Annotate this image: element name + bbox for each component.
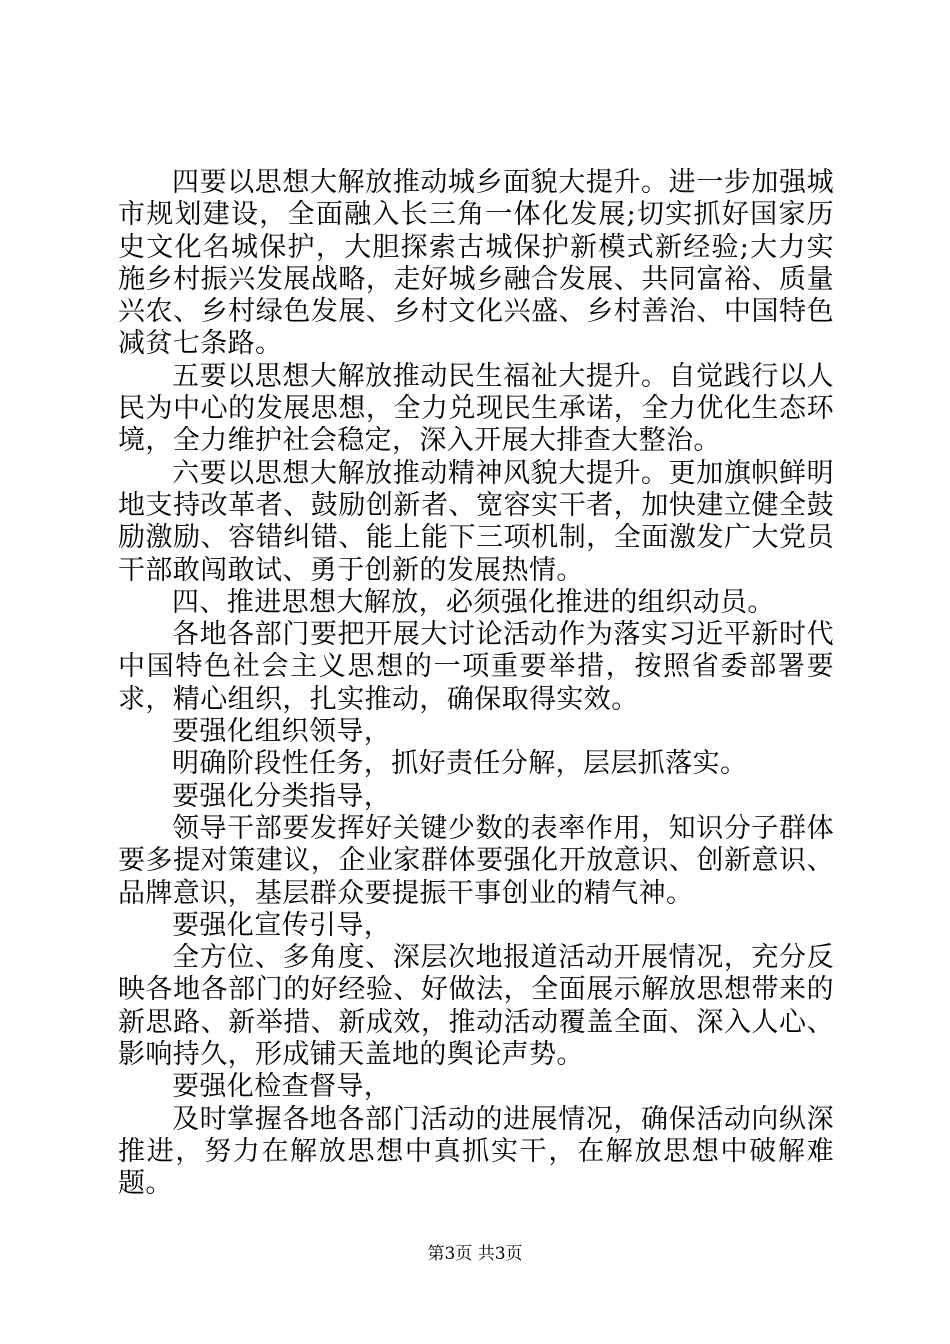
subheading-supervision: 要强化检查督导， — [172, 1071, 392, 1103]
paragraph-5: 各地各部门要把开展大讨论活动作为落实习近平新时代中国特色社会主义思想的一项重要举措，按照省委部署要求，精心组织，扎实推动，确保取得实效。 — [118, 619, 834, 715]
section-heading: 四、推进思想大解放，必须强化推进的组织动员。 — [172, 586, 775, 618]
paragraph-9: 领导干部要发挥好关键少数的表率作用，知识分子群体要多提对策建议，企业家群体要强化开放意识、创新意识、品牌意识，基层群众要提振干事创业的精气神。 — [118, 812, 834, 909]
subheading-guidance: 要强化分类指导， — [172, 780, 392, 812]
paragraph-3: 六要以思想大解放推动精神风貌大提升。更加旗帜鲜明地支持改革者、鼓励创新者、宽容实干者，加快建立健全鼓励激励、容错纠错、能上能下三项机制，全面激发广大党员干部敢闯敢试、勇于创新的发展热情。 — [118, 457, 834, 586]
page-footer — [0, 1243, 950, 1265]
paragraph-13: 及时掌握各地各部门活动的进展情况，确保活动向纵深推进，努力在解放思想中真抓实干，在解放思想中破解难题。 — [118, 1103, 834, 1200]
subheading-publicity: 要强化宣传引导， — [172, 909, 392, 941]
paragraph-11: 全方位、多角度、深层次地报道活动开展情况，充分反映各地各部门的好经验、好做法，全面展示解放思想带来的新思路、新举措、新成效，推动活动覆盖全面、深入人心、影响持久，形成铺天盖地的舆论声势。 — [118, 942, 834, 1071]
page-total: 共3页 — [477, 1244, 523, 1264]
subheading-organization: 要强化组织领导， — [172, 716, 392, 748]
paragraph-2: 五要以思想大解放推动民生福祉大提升。自觉践行以人民为中心的发展思想，全力兑现民生承诺，全力优化生态环境，全力维护社会稳定，深入开展大排查大整治。 — [118, 360, 834, 457]
paragraph-7: 明确阶段性任务，抓好责任分解，层层抓落实。 — [172, 748, 748, 780]
page-number: 第3页 — [427, 1244, 473, 1264]
document-body — [118, 167, 834, 1201]
paragraph-1: 四要以思想大解放推动城乡面貌大提升。进一步加强城市规划建设，全面融入长三角一体化发展;切实抓好国家历史文化名城保护，大胆探索古城保护新模式新经验;大力实施乡村振兴发展战略，走好城乡融合发展、共同富裕、质量兴农、乡村绿色发展、乡村文化兴盛、乡村善治、中国特色减贫七条路。 — [118, 167, 834, 360]
